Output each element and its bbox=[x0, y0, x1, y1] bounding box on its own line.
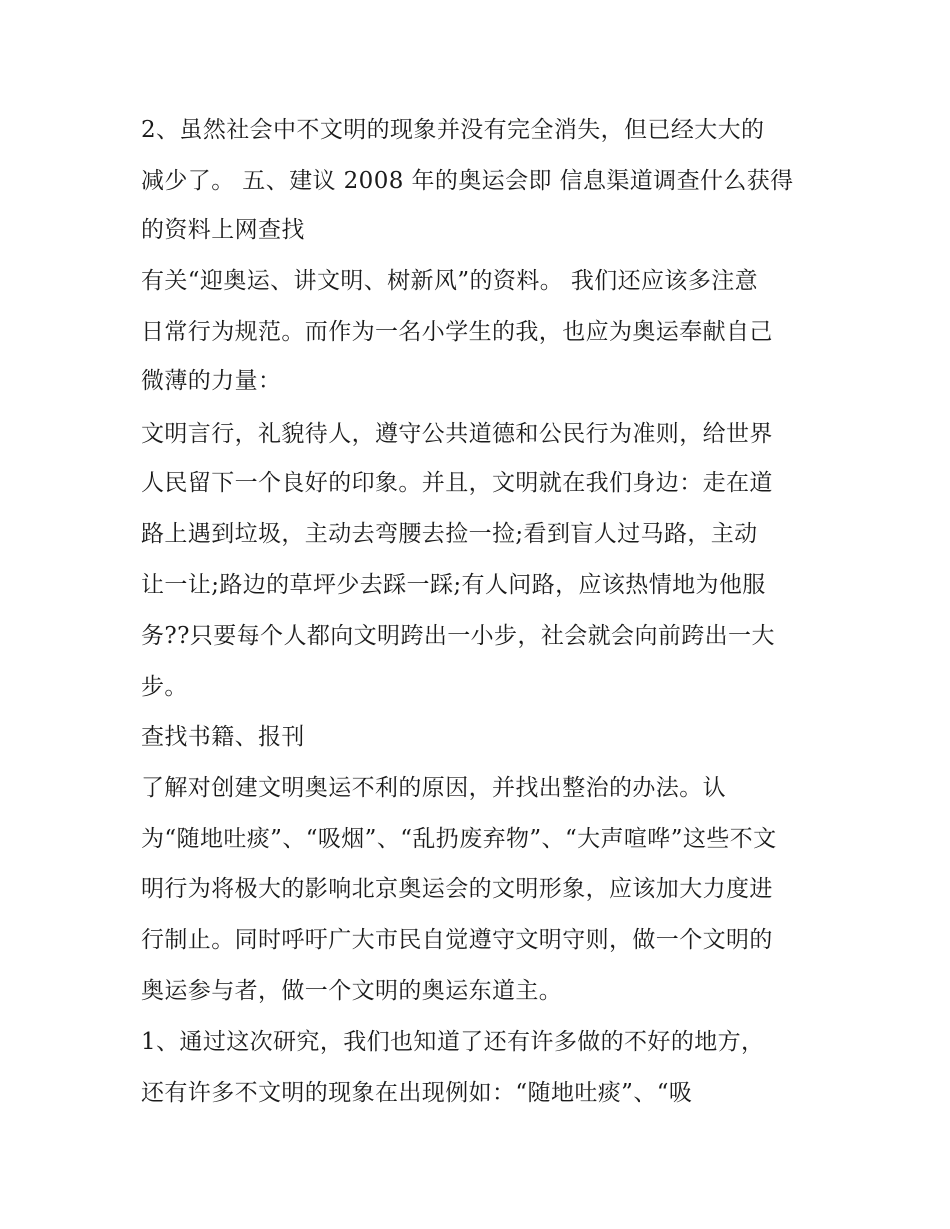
text-line: 查找书籍、报刊 bbox=[141, 724, 305, 750]
text-line: 人民留下一个良好的印象。并且，文明就在我们身边：走在道 bbox=[141, 470, 773, 496]
text-line: 路上遇到垃圾，主动去弯腰去捡一捡;看到盲人过马路，主动 bbox=[141, 521, 758, 547]
text-line: 2、虽然社会中不文明的现象并没有完全消失，但已经大大的 bbox=[141, 117, 765, 143]
text-line: 让一让;路边的草坪少去踩一踩;有人问路，应该热情地为他服 bbox=[141, 572, 766, 598]
text-line: 1、通过这次研究，我们也知道了还有许多做的不好的地方， bbox=[141, 1029, 765, 1055]
text-line: 日常行为规范。而作为一名小学生的我，也应为奥运奉献自己 bbox=[141, 319, 773, 345]
text-line: 有关“迎奥运、讲文明、树新风”的资料。 我们还应该多注意 bbox=[141, 268, 759, 294]
text-line: 的资料上网查找 bbox=[141, 217, 305, 243]
text-line: 微薄的力量： bbox=[141, 368, 282, 394]
text-line: 还有许多不文明的现象在出现例如：“随地吐痰”、“吸 bbox=[141, 1080, 693, 1106]
text-line: 了解对创建文明奥运不利的原因，并找出整治的办法。认 bbox=[141, 775, 726, 801]
text-line: 奥运参与者，做一个文明的奥运东道主。 bbox=[141, 978, 563, 1004]
text-line: 减少了。 五、建议 2008 年的奥运会即 信息渠道调查什么获得 bbox=[141, 168, 794, 194]
text-line: 明行为将极大的影响北京奥运会的文明形象，应该加大力度进 bbox=[141, 876, 773, 902]
text-line: 为“随地吐痰”、“吸烟”、“乱扔废弃物”、“大声喧哗”这些不文 bbox=[141, 826, 777, 852]
text-line: 务??只要每个人都向文明跨出一小步，社会就会向前跨出一大 bbox=[141, 623, 775, 649]
text-line: 步。 bbox=[141, 674, 188, 700]
text-line: 行制止。同时呼吁广大市民自觉遵守文明守则，做一个文明的 bbox=[141, 927, 773, 953]
text-line: 文明言行，礼貌待人，遵守公共道德和公民行为准则，给世界 bbox=[141, 421, 773, 447]
